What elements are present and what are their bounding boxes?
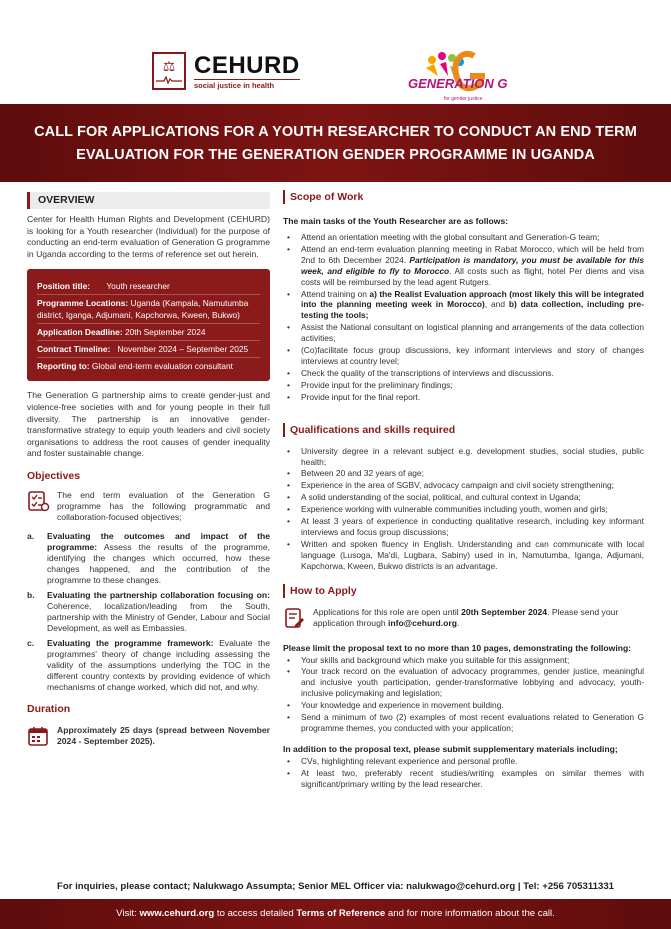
list-item: • Attend an orientation meeting with the global consultant and Generation-G team; <box>287 232 600 242</box>
generation-description: The Generation G partnership aims to create gender-just and violence-free societies with and for young people in their full diversity. The partnership is an innovative gender-transformative strategy to equip youth leaders and civil society organisations to address the root causes of gender inequality and foster sustainable change. <box>27 390 270 459</box>
cehurd-tagline: social justice in health <box>194 79 300 90</box>
list-item: • Send a minimum of two (2) examples of most recent evaluations related to Generation G programme themes, you conducted with your application; <box>287 712 644 733</box>
list-item: a. Evaluating the outcomes and impact of the programme: Assess the results of the programme, identifying the changes which occurred, how these changes happened, and the contribution of the programme to these changes. <box>27 530 270 585</box>
timeline-row: Contract Timeline: November 2024 – September 2025 <box>37 341 260 358</box>
list-item: • At least two, preferably recent studies/writing examples on similar themes with significant/primary writing by the lead researcher. <box>287 767 644 789</box>
duration-heading: Duration <box>27 702 71 715</box>
application-email-link[interactable]: info@cehurd.org <box>388 617 458 628</box>
list-item: c. Evaluating the programme framework: Evaluate the programmes' theory of change including assessing the validity of the assumptions underlying the TOC in the different country contexts by providing evidence of which mechanisms of change worked, which did not, and why. <box>27 637 270 692</box>
list-item: • Your knowledge and experience in movement building. <box>287 700 504 711</box>
scope-lead: The main tasks of the Youth Researcher are as follows: <box>283 216 509 226</box>
list-item: • Your track record on the evaluation of advocacy programmes, gender justice, meaningful and inclusive youth participation, gender-transformative lobbying and advocacy, youth-inclusive policymaking and legislation; <box>287 666 644 699</box>
list-item: • Experience in the area of SGBV, advocacy campaign and civil society strengthening; <box>287 480 615 491</box>
list-item: • (Co)facilitate focus group discussions, key informant interviews and story of changes interviews at country level; <box>287 345 644 366</box>
list-item: • Attend training on a) the Realist Evaluation approach (most likely this will be integrated into the planning meeting week in Morocco), and b) data collection, including pre-testing the tools; <box>287 288 644 321</box>
how-to-apply-heading: How to Apply <box>283 584 644 598</box>
locations-row: Programme Locations: Uganda (Kampala, Namutumba district, Iganga, Adjumani, Kapchorwa, Kween, Bukwo) <box>37 295 260 324</box>
header-logos <box>0 46 671 110</box>
position-title-row: Position title: Youth researcher <box>37 278 260 295</box>
deadline-row: Application Deadline: 20th September 2024 <box>37 324 260 341</box>
list-item: • Check the quality of the transcriptions of interviews and discussions. <box>287 367 554 378</box>
qualifications-list <box>283 446 644 572</box>
overview-heading: OVERVIEW <box>27 192 270 209</box>
objectives-intro: The end term evaluation of the Generation G programme has the following programmatic and collaboration-focused objectives; <box>27 490 270 523</box>
terms-of-reference-link[interactable]: Terms of Reference <box>296 908 386 919</box>
list-item: • Assist the National consultant on logistical planning and arrangements of the data collection activities; <box>287 322 644 344</box>
list-item: • At least 3 years of experience in conducting qualitative research, including key informant interviews and focus group discussions; <box>287 516 644 537</box>
list-item: • Attend an end-term evaluation planning meeting in Rabat Morocco, which will be held from 2nd to 6th December 2024. Participation is mandatory, you must be available for this week, and eligible to fly to Morocco. All costs such as flight, hotel Per diems and visa costs will be reimbursed by the lead agent Rutgers. <box>287 243 644 287</box>
scales-of-justice-icon: ⚖ <box>152 52 186 90</box>
right-column <box>283 190 644 791</box>
overview-text: Center for Health Human Rights and Development (CEHURD) is looking for a Youth researcher (Individual) for the purpose of conducting an end-term evaluation of Generation G programme in Uganda according to the terms of reference set out herein. <box>27 214 270 259</box>
list-item: • Experience working with vulnerable communities including youth, women and girls; <box>287 504 608 515</box>
proposal-limit-lead: Please limit the proposal text to no more than 10 pages, demonstrating the following: <box>283 642 632 653</box>
svg-text:for gender justice: for gender justice <box>444 96 483 102</box>
calendar-icon <box>27 725 49 747</box>
apply-block: Applications for this role are open until 20th September 2024. Please send your application through info@cehurd.org. <box>283 607 644 629</box>
cehurd-logo <box>152 52 300 90</box>
list-item: b. Evaluating the partnership collaboration focusing on: Coherence, localization/leading from the South, partnership with the Ministry of Gender, Labour and Social Development, as well as Embassies. <box>27 589 270 633</box>
generation-g-logo <box>404 46 508 106</box>
list-item: • Between 20 and 32 years of age; <box>287 468 424 479</box>
title-band <box>0 104 671 182</box>
page-title: CALL FOR APPLICATIONS FOR A YOUTH RESEARCHER TO CONDUCT AN END TERM EVALUATION FOR THE GENERATION GENDER PROGRAMME IN UGANDA <box>34 124 637 163</box>
svg-text:GENERATION G: GENERATION G <box>408 76 508 91</box>
list-item: • Provide input for the preliminary findings; <box>287 379 453 390</box>
duration-block: Approximately 25 days (spread between November 2024 - September 2025). <box>27 725 270 747</box>
list-item: • Provide input for the final report. <box>287 391 421 402</box>
website-link[interactable]: www.cehurd.org <box>139 908 215 919</box>
list-item: • A solid understanding of the social, political, and cultural context in Uganda; <box>287 492 581 503</box>
application-form-icon <box>283 607 305 629</box>
objectives-list <box>27 531 270 693</box>
supplementary-list <box>283 756 644 790</box>
qualifications-heading: Qualifications and skills required <box>283 423 644 437</box>
objectives-heading: Objectives <box>27 469 81 482</box>
list-item: • CVs, highlighting relevant experience and personal profile. <box>287 755 518 766</box>
list-item: • University degree in a relevant subject e.g. development studies, social studies, public health; <box>287 445 644 467</box>
contact-line: For inquiries, please contact; Nalukwago Assumpta; Senior MEL Officer via: nalukwago@cehurd.org | Tel: +256 705311331 <box>56 881 614 892</box>
list-item: • Written and spoken fluency in English. Understanding and can communicate with local language (Lusoga, Ma'di, Lugbara, Sabiny) used in in, Namutumba, Iganga, Adjumani, Kapchorwa, Kween, Bukwo districts is an advantage. <box>287 538 644 571</box>
footer-band: Visit: www.cehurd.org to access detailed Terms of Reference and for more information about the call. <box>0 899 671 929</box>
scope-list <box>283 232 644 403</box>
left-column <box>27 192 270 747</box>
cehurd-name: CEHURD <box>194 51 300 79</box>
reporting-row: Reporting to: Global end-term evaluation consultant <box>37 361 233 372</box>
scope-heading: Scope of Work <box>283 190 644 204</box>
position-info-box <box>27 269 270 381</box>
checklist-icon <box>27 490 49 512</box>
supplementary-lead: In addition to the proposal text, please submit supplementary materials including; <box>283 743 618 754</box>
proposal-limit-list <box>283 655 644 734</box>
list-item: • Your skills and background which make you suitable for this assignment; <box>287 654 570 665</box>
